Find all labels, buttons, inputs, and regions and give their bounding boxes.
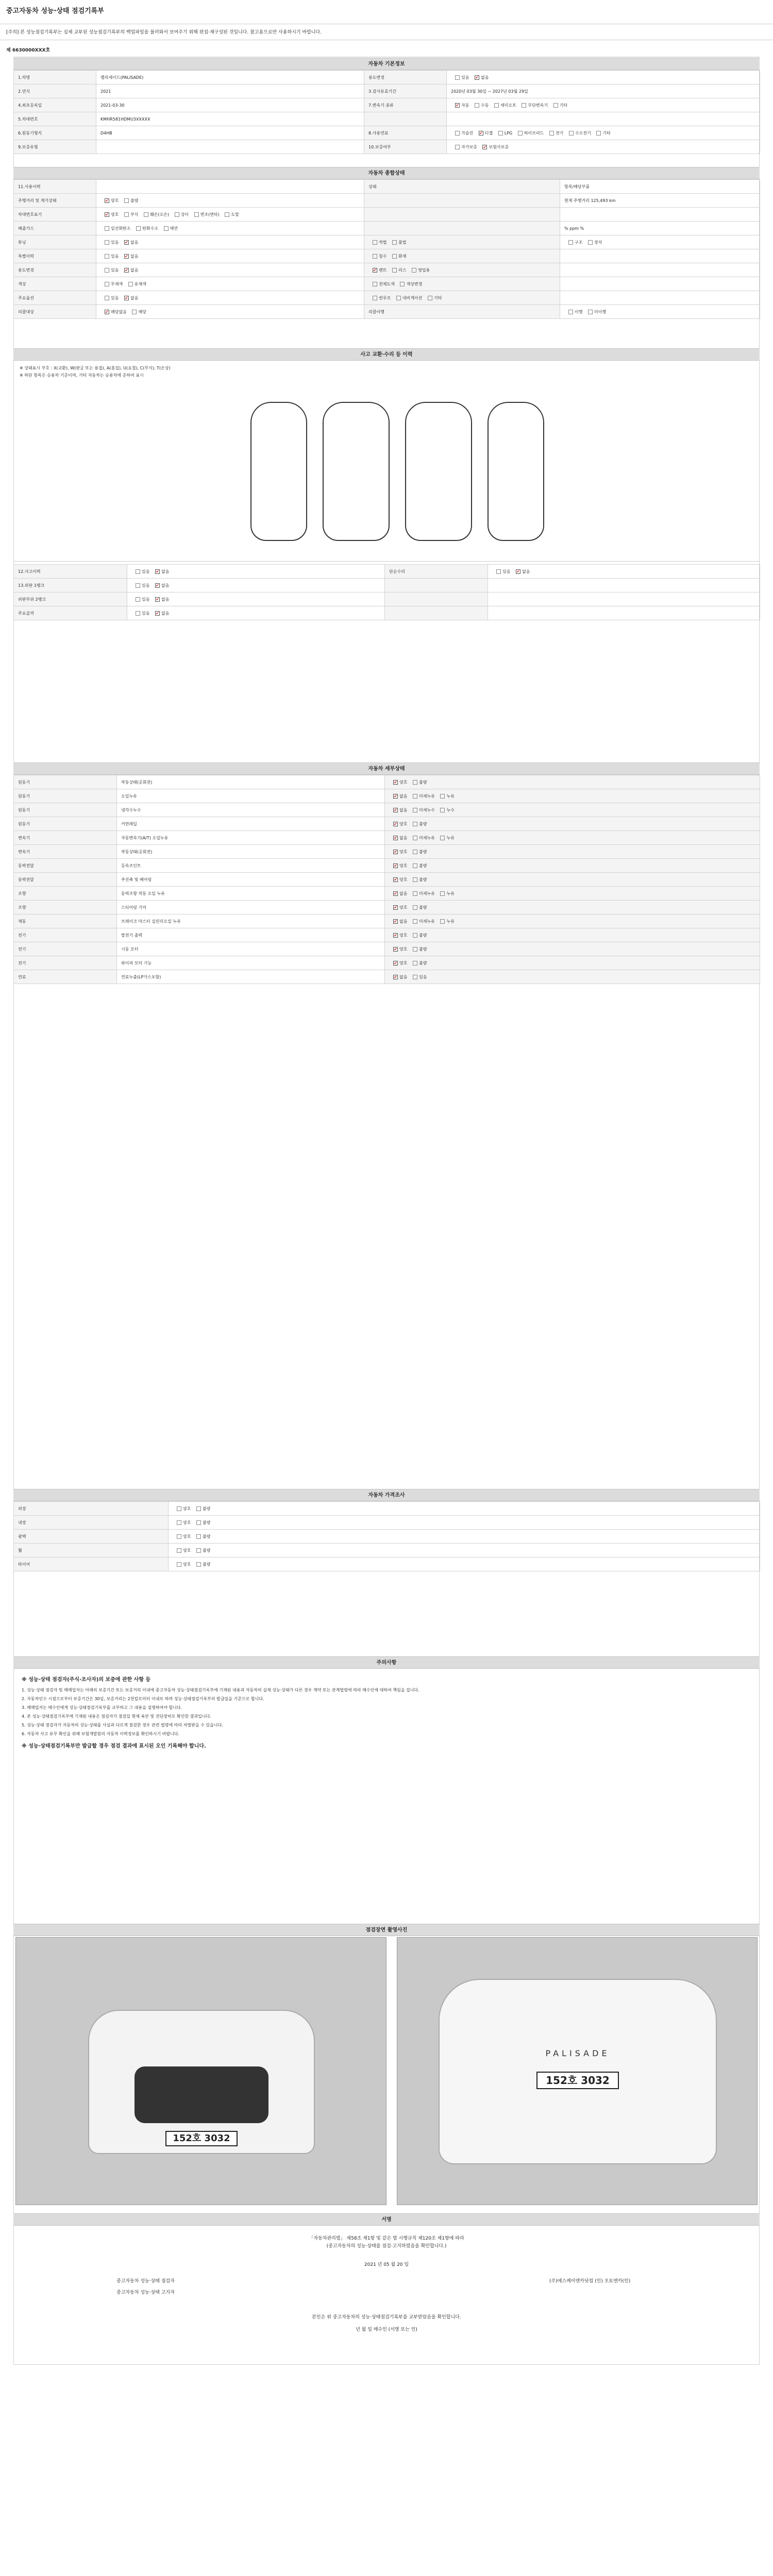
table-row — [14, 208, 760, 222]
table-row — [14, 194, 760, 208]
item-status[interactable]: ✔ 양호 불량 — [385, 873, 760, 887]
field-value[interactable]: 자가보증 ✔ 보험사보증 — [447, 140, 760, 154]
company-label: (주)에스케이엔카닷컴 (인) 오토엔카(인) — [549, 2279, 631, 2284]
caution-line: 3. 매매업자는 매수인에게 성능·상태점검기록부를 교부하고 그 내용을 설명하여야 합니다. — [22, 1705, 182, 1710]
group-label: 조향 — [14, 887, 117, 901]
section-sign: 서명 — [13, 2213, 760, 2226]
item-status[interactable]: ✔ 양호 불량 — [385, 901, 760, 914]
item-status[interactable]: ✔ 없음 있음 — [385, 970, 760, 984]
table-row — [14, 887, 760, 901]
item-status[interactable]: ✔ 없음 미세누유 누유 — [385, 887, 760, 901]
item-label: 발전기 출력 — [117, 928, 385, 942]
field-value: 팰리세이드(PALISADE) — [96, 71, 364, 84]
field-label: 11.사용이력 — [14, 180, 96, 194]
diagram-legend — [20, 365, 171, 379]
field-value[interactable]: 있음 ✔ 없음 — [488, 565, 760, 579]
caution-line: 1. 성능·상태 점검자 및 매매업자는 아래의 보증기간 또는 보증거리 이내에 중고자동차 성능·상태점검기록부에 기재된 내용과 자동차의 실제 성능·상태가 다른 경우 계약 또는 관계법령에 따라 매수인에 대하여 책임을 집니다. — [22, 1688, 419, 1692]
field-value[interactable]: ✔ 해당없음 해당 — [96, 305, 364, 319]
item-status[interactable]: ✔ 양호 불량 — [385, 845, 760, 859]
notice-text: [주의] 본 성능점검기록부는 실제 교부된 성능점검기록부의 백업파일을 불러와서 보여주기 위해 편집·재구성된 것입니다. 참고용으로만 사용하시기 바랍니다. — [0, 24, 773, 40]
field-value — [560, 263, 760, 277]
table-row — [14, 789, 760, 803]
section-overall: 자동차 종합상태 — [13, 167, 760, 179]
field-label: 5.차대번호 — [14, 112, 96, 126]
section-caution: 주의사항 — [13, 1656, 760, 1669]
car-bottom-icon — [405, 402, 472, 541]
field-label: 7.변속기 종류 — [364, 98, 447, 112]
field-label[interactable]: ✔ 렌트 리스 영업용 — [364, 263, 560, 277]
table-row — [14, 249, 760, 263]
overall-status-table — [13, 179, 760, 319]
field-value: 2021 — [96, 84, 364, 98]
field-value[interactable]: 구조 장치 — [560, 235, 760, 249]
section-detail: 자동차 세부상태 — [13, 762, 760, 775]
rear-photo — [397, 1937, 758, 2205]
field-label: 9.보증유형 — [14, 140, 96, 154]
field-value — [488, 579, 760, 592]
field-value — [447, 112, 760, 126]
price-table — [13, 1501, 760, 1571]
rear-brand-lettering: PALISADE — [545, 2048, 610, 2058]
item-label: 작동상태(공회전) — [117, 845, 385, 859]
table-row — [14, 126, 760, 140]
field-value[interactable]: 일산화탄소 탄화수소 매연 — [96, 222, 364, 235]
field-label — [385, 579, 488, 592]
field-value — [560, 277, 760, 291]
field-label: 타이어 — [14, 1557, 169, 1571]
table-row — [14, 859, 760, 873]
group-label: 동력전달 — [14, 859, 117, 873]
certificate-number: 제 6630000XXX호 — [6, 48, 51, 53]
field-label: 색상 — [14, 277, 96, 291]
field-value: % ppm % — [560, 222, 760, 235]
field-value[interactable]: 있음 ✔ 없음 — [96, 263, 364, 277]
item-status[interactable]: ✔ 양호 불량 — [385, 775, 760, 789]
table-row — [14, 235, 760, 249]
field-label[interactable]: 썬루프 네비게이션 기타 — [364, 291, 560, 305]
field-label[interactable]: 적법 불법 — [364, 235, 560, 249]
document-title: 중고자동차 성능·상태 점검기록부 — [6, 7, 104, 15]
field-label: 광택 — [14, 1530, 169, 1544]
section-accident: 사고 교환·수리 등 이력 — [13, 348, 760, 361]
legend-line: ※ 상태표시 부호 : X(교환), W(판금 또는 용접), A(흠집), U(요철), C(부식), T(손상) — [20, 366, 171, 370]
table-row — [14, 1502, 760, 1516]
caution-footer: ※ 성능·상태점검기록부만 발급할 경우 점검 결과에 표시된 오인 기록해야 합니다. — [22, 1743, 206, 1749]
item-label: 브레이크 마스터 실린더오일 누유 — [117, 914, 385, 928]
table-row — [14, 928, 760, 942]
field-label: 용도변경 — [364, 71, 447, 84]
table-row — [14, 565, 760, 579]
group-label: 원동기 — [14, 775, 117, 789]
item-label: 동력조향 작동 오일 누유 — [117, 887, 385, 901]
field-label: 리콜대상 — [14, 305, 96, 319]
field-label: 10.보증여부 — [364, 140, 447, 154]
field-value — [488, 592, 760, 606]
table-row — [14, 84, 760, 98]
field-value: 현재 주행거리 125,493 km — [560, 194, 760, 208]
field-label — [385, 592, 488, 606]
front-license-plate: 152호 3032 — [165, 2131, 238, 2146]
detail-status-table — [13, 775, 760, 984]
field-value: 2020년 03월 30일 ~ 2027년 03월 29일 — [447, 84, 760, 98]
item-label: 스티어링 기어 — [117, 901, 385, 914]
section-photos: 점검장면 촬영사진 — [13, 1924, 760, 1936]
field-label: 3.검사유효기간 — [364, 84, 447, 98]
group-label: 제동 — [14, 914, 117, 928]
item-status[interactable]: ✔ 없음 미세누수 누수 — [385, 803, 760, 817]
field-value[interactable]: 가솔린 ✔ 디젤 LPG 하이브리드 전기 수소전기 기타 — [447, 126, 760, 140]
field-value[interactable]: 있음 ✔ 없음 — [127, 565, 385, 579]
table-row — [14, 775, 760, 789]
field-label: 외판부위 2랭크 — [14, 592, 127, 606]
signature-area — [13, 2226, 760, 2365]
group-label: 원동기 — [14, 817, 117, 831]
field-label: 내장 — [14, 1516, 169, 1530]
table-row — [14, 112, 760, 126]
field-value[interactable]: 양호 불량 — [169, 1544, 760, 1557]
field-value — [560, 291, 760, 305]
field-value — [560, 208, 760, 222]
field-value[interactable]: 양호 불량 — [169, 1502, 760, 1516]
field-label: 8.사용연료 — [364, 126, 447, 140]
item-label: 연료누출(LP가스포함) — [117, 970, 385, 984]
field-label[interactable]: 침수 화재 — [364, 249, 560, 263]
legend-line: ※ 하단 항목은 승용차 기준이며, 기타 자동차는 승용차에 준하여 표시 — [20, 373, 144, 378]
item-label: 등속조인트 — [117, 859, 385, 873]
table-row — [14, 1544, 760, 1557]
field-label: 튜닝 — [14, 235, 96, 249]
field-label — [364, 222, 560, 235]
car-top-icon — [323, 402, 390, 541]
table-row — [14, 606, 760, 620]
item-label: 냉각수누수 — [117, 803, 385, 817]
field-value[interactable]: 있음 ✔ 없음 — [127, 606, 385, 620]
item-status[interactable]: ✔ 양호 불량 — [385, 817, 760, 831]
item-label: 자동변속기(A/T) 오일누유 — [117, 831, 385, 845]
item-label: 작동상태(공회전) — [117, 775, 385, 789]
field-value[interactable]: 있음 ✔ 없음 — [127, 592, 385, 606]
field-label: 2.연식 — [14, 84, 96, 98]
table-row — [14, 592, 760, 606]
item-label: 오일누유 — [117, 789, 385, 803]
field-label: 외장 — [14, 1502, 169, 1516]
rear-license-plate: 152호 3032 — [536, 2072, 619, 2089]
field-value — [96, 140, 364, 154]
group-label: 변속기 — [14, 845, 117, 859]
field-label: 단순수리 — [385, 565, 488, 579]
section-basic: 자동차 기본정보 — [13, 58, 760, 70]
table-row — [14, 1516, 760, 1530]
table-row — [14, 98, 760, 112]
accident-table — [13, 564, 760, 620]
field-label: 상태 — [364, 180, 560, 194]
field-label: 12.사고이력 — [14, 565, 127, 579]
sign-date: 2021 년 05 월 20 일 — [364, 2262, 409, 2267]
field-label: 주요옵션 — [14, 291, 96, 305]
item-status[interactable]: ✔ 양호 불량 — [385, 956, 760, 970]
group-label: 전기 — [14, 928, 117, 942]
table-row — [14, 845, 760, 859]
field-value — [488, 606, 760, 620]
item-status[interactable]: ✔ 양호 불량 — [385, 859, 760, 873]
table-row — [14, 873, 760, 887]
field-label — [364, 194, 560, 208]
field-value[interactable]: 있음 ✔ 없음 — [127, 579, 385, 592]
table-row — [14, 71, 760, 84]
field-value: 항목/해당부품 — [560, 180, 760, 194]
group-label: 전기 — [14, 942, 117, 956]
field-value[interactable]: 이행 미이행 — [560, 305, 760, 319]
section-price: 자동차 가격조사 — [13, 1489, 760, 1501]
group-label: 전기 — [14, 956, 117, 970]
item-status[interactable]: ✔ 없음 미세누유 누유 — [385, 831, 760, 845]
field-label: 특별이력 — [14, 249, 96, 263]
car-right-side-icon — [488, 402, 544, 541]
field-value[interactable]: 있음 ✔ 없음 — [96, 235, 364, 249]
table-row — [14, 817, 760, 831]
table-row — [14, 263, 760, 277]
caution-heading: ※ 성능·상태 점검자(주식·조사자)의 보증에 관한 사항 등 — [22, 1677, 151, 1683]
field-value: KMHR581HDMU3XXXXX — [96, 112, 364, 126]
field-value — [560, 249, 760, 263]
table-row — [14, 831, 760, 845]
field-value: D4HB — [96, 126, 364, 140]
table-row — [14, 140, 760, 154]
group-label: 동력전달 — [14, 873, 117, 887]
field-label: 주요골격 — [14, 606, 127, 620]
item-label: 시동 모터 — [117, 942, 385, 956]
group-label: 원동기 — [14, 789, 117, 803]
field-value — [96, 180, 364, 194]
field-label: 주행거리 및 계기상태 — [14, 194, 96, 208]
field-label — [364, 112, 447, 126]
table-row — [14, 803, 760, 817]
field-label: 4.최초등록일 — [14, 98, 96, 112]
field-value[interactable]: 있음 ✔ 없음 — [447, 71, 760, 84]
field-label: 배출가스 — [14, 222, 96, 235]
table-row — [14, 277, 760, 291]
field-value[interactable]: ✔ 양호 불량 — [96, 194, 364, 208]
group-label: 변속기 — [14, 831, 117, 845]
table-row — [14, 1530, 760, 1544]
table-row — [14, 956, 760, 970]
field-label — [364, 208, 560, 222]
item-status[interactable]: ✔ 없음 미세누유 누유 — [385, 789, 760, 803]
group-label: 원동기 — [14, 803, 117, 817]
item-label: 와이퍼 모터 기능 — [117, 956, 385, 970]
caution-line: 5. 성능·상태 점검자가 자동차의 성능·상태를 사실과 다르게 점검한 경우 관련 법령에 따라 처벌받을 수 있습니다. — [22, 1723, 223, 1727]
buyer-confirm: 본인은 위 중고자동차의 성능·상태점검기록부를 교부받았음을 확인합니다. — [312, 2315, 461, 2320]
field-value[interactable]: 양호 불량 — [169, 1516, 760, 1530]
item-label: 커먼레일 — [117, 817, 385, 831]
table-row — [14, 1557, 760, 1571]
table-row — [14, 222, 760, 235]
field-label: 1.차명 — [14, 71, 96, 84]
field-label: 13.외판 1랭크 — [14, 579, 127, 592]
caution-line: 2. 자동차인수 시점으로부터 보증기간은 30일, 보증거리는 2천킬로미터 이내로 하며 성능·상태점검기록부의 발급일을 기준으로 합니다. — [22, 1697, 264, 1701]
group-label: 조향 — [14, 901, 117, 914]
table-row — [14, 901, 760, 914]
sign-text: (중고자동차의 성능·상태를 점검·고지하였음을 확인합니다.) — [326, 2244, 447, 2249]
table-row — [14, 914, 760, 928]
caution-line: 4. 본 성능·상태점검기록부에 기재된 내용은 점검자가 점검일 현재 육안 및 진단장비로 확인한 결과입니다. — [22, 1714, 211, 1719]
item-status[interactable]: ✔ 양호 불량 — [385, 942, 760, 956]
caution-notes — [13, 1669, 760, 1917]
table-row — [14, 180, 760, 194]
field-label — [385, 606, 488, 620]
caution-line: 6. 자동차 사고 유무 확인을 위해 보험개발원의 자동차 이력정보를 확인하시기 바랍니다. — [22, 1732, 180, 1736]
front-photo — [15, 1937, 386, 2205]
field-value: 2021-03-30 — [96, 98, 364, 112]
table-row — [14, 970, 760, 984]
field-value[interactable]: 양호 불량 — [169, 1557, 760, 1571]
sign-text: 「자동차관리법」 제58조 제1항 및 같은 법 시행규칙 제120조 제1항에 따라 — [309, 2236, 464, 2241]
field-label: 차대번호표기 — [14, 208, 96, 222]
item-label: 추진축 및 베어링 — [117, 873, 385, 887]
field-value[interactable]: ✔ 양호 부식 훼손(오손) 상이 변조(변타) 도말 — [96, 208, 364, 222]
buyer-sign[interactable]: 년 월 일 매수인 (서명 또는 인) — [356, 2327, 417, 2332]
damage-diagram — [13, 361, 760, 562]
field-label: 용도변경 — [14, 263, 96, 277]
table-row — [14, 305, 760, 319]
car-left-side-icon — [250, 402, 307, 541]
item-status[interactable]: ✔ 양호 불량 — [385, 928, 760, 942]
notifier-label: 중고자동차 성능·상태 고지자 — [116, 2290, 175, 2295]
field-value[interactable]: 무채색 유채색 — [96, 277, 364, 291]
field-value[interactable]: 있음 ✔ 없음 — [96, 291, 364, 305]
field-value[interactable]: 있음 ✔ 없음 — [96, 249, 364, 263]
table-row — [14, 942, 760, 956]
field-label: 휠 — [14, 1544, 169, 1557]
table-row — [14, 579, 760, 592]
basic-info-table — [13, 70, 760, 154]
field-label: 6.원동기형식 — [14, 126, 96, 140]
field-value[interactable]: ✔ 자동 수동 세미오토 무단변속기 기타 — [447, 98, 760, 112]
group-label: 연료 — [14, 970, 117, 984]
field-label[interactable]: 전체도색 색상변경 — [364, 277, 560, 291]
table-row — [14, 291, 760, 305]
field-label: 리콜이행 — [364, 305, 560, 319]
item-status[interactable]: ✔ 없음 미세누유 누유 — [385, 914, 760, 928]
field-value[interactable]: 양호 불량 — [169, 1530, 760, 1544]
inspector-label: 중고자동차 성능·상태 점검자 — [116, 2279, 175, 2284]
